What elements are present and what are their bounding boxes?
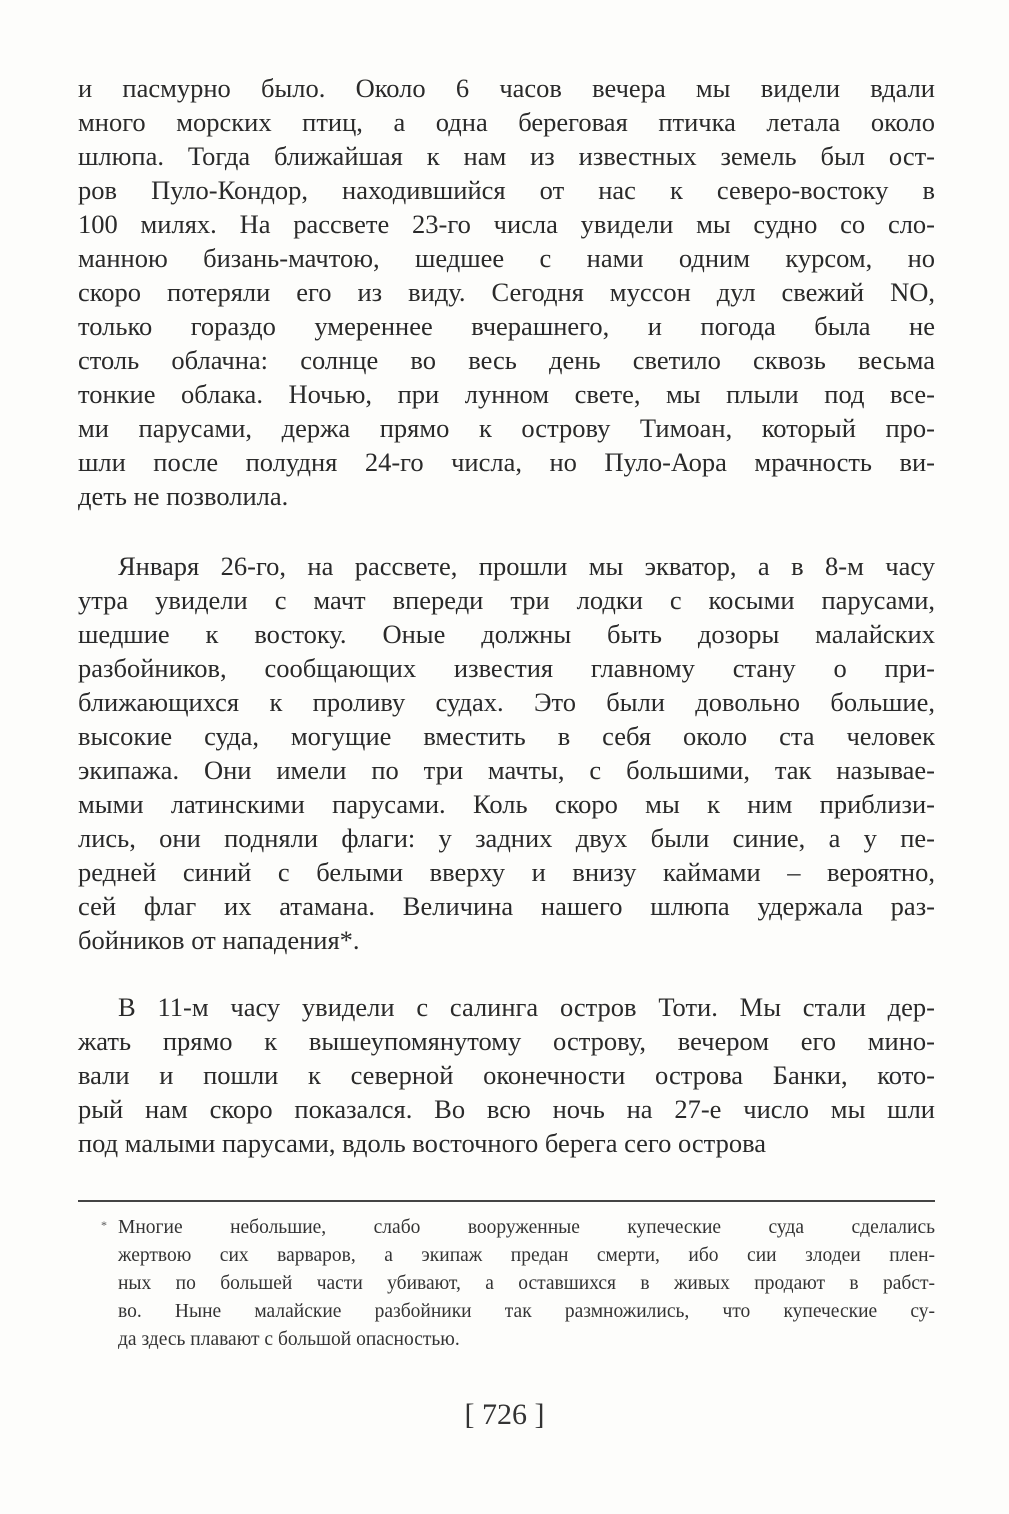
text-line: редней синий с белыми вверху и внизу каймами – вероятно, — [78, 857, 935, 887]
text-line: ров Пуло-Кондор, находившийся от нас к северо-востоку в — [78, 175, 935, 205]
text-line: утра увидели с мачт впереди три лодки с косыми парусами, — [78, 585, 935, 615]
text-line: экипажа. Они имели по три мачты, с большими, так называе- — [78, 755, 935, 785]
page-number: [ 726 ] — [464, 1398, 545, 1431]
text-line: Января 26-го, на рассвете, прошли мы экватор, а в 8-м часу — [118, 551, 935, 581]
text-line: тонкие облака. Ночью, при лунном свете, мы плыли под все- — [78, 379, 935, 409]
text-line: шли после полудня 24-го числа, но Пуло-Аора мрачность ви- — [78, 447, 935, 477]
text-line: лись, они подняли флаги: у задних двух были синие, а у пе- — [78, 823, 935, 853]
text-line: жать прямо к вышеупомянутому острову, вечером его мино- — [78, 1026, 935, 1056]
text-line: сей флаг их атамана. Величина нашего шлюпа удержала раз- — [78, 891, 935, 921]
footnote-line: Многие небольшие, слабо вооруженные купеческие суда сделались — [118, 1217, 935, 1238]
text-line: столь облачна: солнце во весь день светило сквозь весьма — [78, 345, 935, 375]
text-line: вали и пошли к северной оконечности острова Банки, кото- — [78, 1060, 935, 1090]
text-line: шедшие к востоку. Оные должны быть дозоры малайских — [78, 619, 935, 649]
text-line: ближающихся к проливу судах. Это были довольно большие, — [78, 687, 935, 717]
footnote-line: ных по большей части убивают, а оставшихся в живых продают в рабст- — [118, 1273, 935, 1294]
text-line: скоро потеряли его из виду. Сегодня муссон дул свежий NO, — [78, 277, 935, 307]
text-line: манною бизань-мачтою, шедшее с нами одним курсом, но — [78, 243, 935, 273]
text-line: много морских птиц, а одна береговая птичка летала около — [78, 107, 935, 137]
text-line: мыми латинскими парусами. Коль скоро мы к ним приблизи- — [78, 789, 935, 819]
text-line: рый нам скоро показался. Во всю ночь на 27-е число мы шли — [78, 1094, 935, 1124]
text-line: ми парусами, держа прямо к острову Тимоан, который про- — [78, 413, 935, 443]
text-line: 100 милях. На рассвете 23-го числа увидели мы судно со сло- — [78, 209, 935, 239]
footnote-line: да здесь плавают с большой опасностью. — [118, 1329, 460, 1350]
text-line: бойников от нападения*. — [78, 925, 360, 955]
text-line: деть не позволила. — [78, 481, 289, 511]
text-line: В 11-м часу увидели с салинга остров Тоти. Мы стали дер- — [118, 992, 935, 1022]
text-line: под малыми парусами, вдоль восточного берега сего острова — [78, 1128, 767, 1158]
text-line: и пасмурно было. Около 6 часов вечера мы видели вдали — [78, 73, 935, 103]
footnote-divider — [78, 1200, 935, 1202]
footnote-marker: * — [101, 1218, 107, 1232]
text-line: только гораздо умереннее вчерашнего, и погода была не — [78, 311, 935, 341]
footnote-line: во. Ныне малайские разбойники так размножились, что купеческие су- — [118, 1301, 935, 1322]
text-line: высокие суда, могущие вместить в себя около ста человек — [78, 721, 935, 751]
footnote-line: жертвою сих варваров, а экипаж предан смерти, ибо сии злодеи плен- — [118, 1245, 935, 1266]
text-line: разбойников, сообщающих известия главному стану о при- — [78, 653, 935, 683]
text-line: шлюпа. Тогда ближайшая к нам из известных земель был ост- — [78, 141, 935, 171]
